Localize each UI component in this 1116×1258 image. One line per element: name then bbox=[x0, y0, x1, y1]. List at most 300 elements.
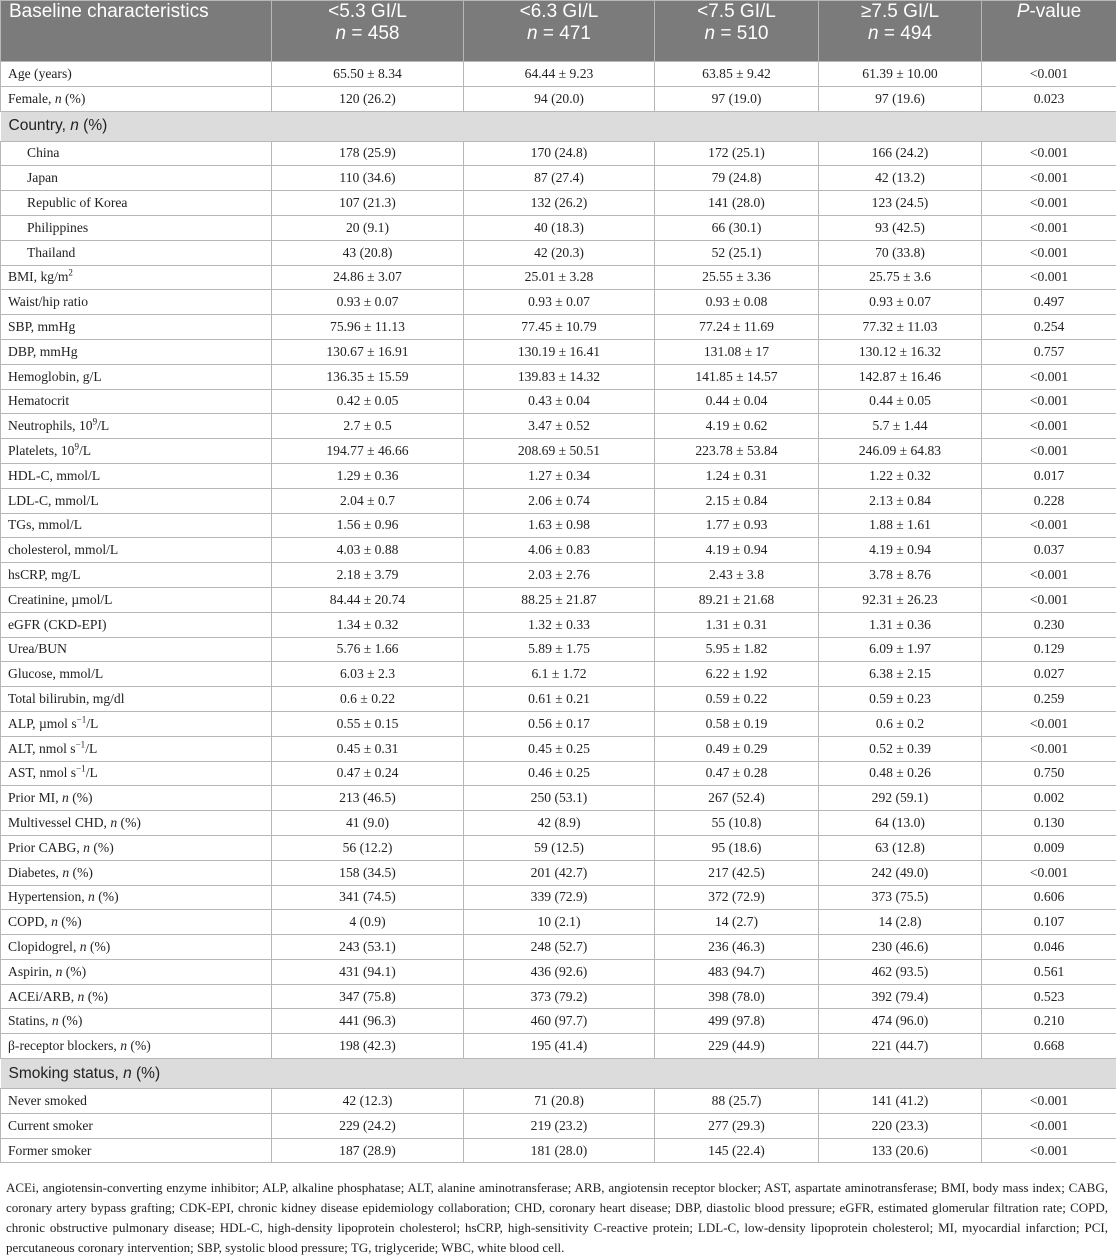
value-cell: 14 (2.7) bbox=[655, 910, 819, 935]
row-label: Philippines bbox=[1, 215, 272, 240]
value-cell: 243 (53.1) bbox=[272, 935, 464, 960]
table-row bbox=[1, 191, 1116, 216]
value-cell: 0.44 ± 0.05 bbox=[819, 389, 982, 414]
value-cell: 6.03 ± 2.3 bbox=[272, 662, 464, 687]
row-label: Diabetes, n (%) bbox=[1, 860, 272, 885]
value-cell: 1.27 ± 0.34 bbox=[464, 463, 655, 488]
value-cell: 1.31 ± 0.31 bbox=[655, 612, 819, 637]
value-cell: 1.29 ± 0.36 bbox=[272, 463, 464, 488]
value-cell: 201 (42.7) bbox=[464, 860, 655, 885]
table-row bbox=[1, 364, 1116, 389]
p-value-cell: <0.001 bbox=[982, 711, 1116, 736]
row-label: HDL-C, mmol/L bbox=[1, 463, 272, 488]
p-value-cell: 0.046 bbox=[982, 935, 1116, 960]
value-cell: 2.18 ± 3.79 bbox=[272, 563, 464, 588]
value-cell: 1.56 ± 0.96 bbox=[272, 513, 464, 538]
value-cell: 2.43 ± 3.8 bbox=[655, 563, 819, 588]
value-cell: 0.58 ± 0.19 bbox=[655, 711, 819, 736]
value-cell: 0.93 ± 0.07 bbox=[464, 290, 655, 315]
row-label: ALT, nmol $s^{-1}/L$ bbox=[1, 736, 272, 761]
value-cell: 4.06 ± 0.83 bbox=[464, 538, 655, 563]
value-cell: 130.19 ± 16.41 bbox=[464, 339, 655, 364]
value-cell: 0.93 ± 0.07 bbox=[272, 290, 464, 315]
p-value-cell: 0.129 bbox=[982, 637, 1116, 662]
value-cell: 172 (25.1) bbox=[655, 141, 819, 166]
value-cell: 40 (18.3) bbox=[464, 215, 655, 240]
row-label: hsCRP, mg/L bbox=[1, 563, 272, 588]
value-cell: 1.34 ± 0.32 bbox=[272, 612, 464, 637]
table-row bbox=[1, 339, 1116, 364]
row-label: AST, nmol $s^{-1}/L$ bbox=[1, 761, 272, 786]
row-label: COPD, n (%) bbox=[1, 910, 272, 935]
table-row bbox=[1, 1034, 1116, 1059]
value-cell: 14 (2.8) bbox=[819, 910, 982, 935]
value-cell: 373 (79.2) bbox=[464, 984, 655, 1009]
value-cell: 42 (12.3) bbox=[272, 1089, 464, 1114]
value-cell: 10 (2.1) bbox=[464, 910, 655, 935]
value-cell: 1.24 ± 0.31 bbox=[655, 463, 819, 488]
value-cell: 0.44 ± 0.04 bbox=[655, 389, 819, 414]
value-cell: 166 (24.2) bbox=[819, 141, 982, 166]
table-row bbox=[1, 587, 1116, 612]
value-cell: 181 (28.0) bbox=[464, 1138, 655, 1163]
table-row bbox=[1, 1009, 1116, 1034]
value-cell: 64 (13.0) bbox=[819, 811, 982, 836]
row-label: Thailand bbox=[1, 240, 272, 265]
row-label: Clopidogrel, n (%) bbox=[1, 935, 272, 960]
section-label: Country, n (%) bbox=[1, 111, 1116, 141]
value-cell: 25.01 ± 3.28 bbox=[464, 265, 655, 290]
row-label: Glucose, mmol/L bbox=[1, 662, 272, 687]
value-cell: 133 (20.6) bbox=[819, 1138, 982, 1163]
value-cell: 1.22 ± 0.32 bbox=[819, 463, 982, 488]
table-row bbox=[1, 860, 1116, 885]
value-cell: 0.42 ± 0.05 bbox=[272, 389, 464, 414]
row-label: TGs, mmol/L bbox=[1, 513, 272, 538]
value-cell: 94 (20.0) bbox=[464, 86, 655, 111]
value-cell: 88.25 ± 21.87 bbox=[464, 587, 655, 612]
p-value-cell: 0.027 bbox=[982, 662, 1116, 687]
p-value-cell: <0.001 bbox=[982, 389, 1116, 414]
value-cell: 77.24 ± 11.69 bbox=[655, 315, 819, 340]
table-row bbox=[1, 637, 1116, 662]
row-label: Female, n (%) bbox=[1, 86, 272, 111]
value-cell: 6.1 ± 1.72 bbox=[464, 662, 655, 687]
value-cell: 0.47 ± 0.28 bbox=[655, 761, 819, 786]
table-row bbox=[1, 463, 1116, 488]
value-cell: 431 (94.1) bbox=[272, 959, 464, 984]
value-cell: 131.08 ± 17 bbox=[655, 339, 819, 364]
value-cell: 130.67 ± 16.91 bbox=[272, 339, 464, 364]
value-cell: 97 (19.0) bbox=[655, 86, 819, 111]
table-row bbox=[1, 141, 1116, 166]
row-label: eGFR (CKD-EPI) bbox=[1, 612, 272, 637]
table-row bbox=[1, 389, 1116, 414]
row-label: Platelets, $10^9/L$ bbox=[1, 439, 272, 464]
header-group-lt-5-3: <5.3 GI/L n = 458 bbox=[272, 1, 464, 62]
value-cell: 462 (93.5) bbox=[819, 959, 982, 984]
value-cell: 0.52 ± 0.39 bbox=[819, 736, 982, 761]
p-value-cell: <0.001 bbox=[982, 736, 1116, 761]
table-row bbox=[1, 538, 1116, 563]
p-value-cell: 0.017 bbox=[982, 463, 1116, 488]
value-cell: 52 (25.1) bbox=[655, 240, 819, 265]
value-cell: 0.6 ± 0.22 bbox=[272, 687, 464, 712]
value-cell: 0.49 ± 0.29 bbox=[655, 736, 819, 761]
table-row bbox=[1, 290, 1116, 315]
value-cell: 63 (12.8) bbox=[819, 835, 982, 860]
value-cell: 0.56 ± 0.17 bbox=[464, 711, 655, 736]
row-label: Age (years) bbox=[1, 62, 272, 87]
row-label: Statins, n (%) bbox=[1, 1009, 272, 1034]
p-value-cell: 0.009 bbox=[982, 835, 1116, 860]
p-value-cell: 0.561 bbox=[982, 959, 1116, 984]
value-cell: 221 (44.7) bbox=[819, 1034, 982, 1059]
value-cell: 250 (53.1) bbox=[464, 786, 655, 811]
p-value-cell: 0.023 bbox=[982, 86, 1116, 111]
value-cell: 0.45 ± 0.25 bbox=[464, 736, 655, 761]
value-cell: 43 (20.8) bbox=[272, 240, 464, 265]
value-cell: 75.96 ± 11.13 bbox=[272, 315, 464, 340]
value-cell: 195 (41.4) bbox=[464, 1034, 655, 1059]
p-value-cell: 0.037 bbox=[982, 538, 1116, 563]
value-cell: 141 (41.2) bbox=[819, 1089, 982, 1114]
value-cell: 89.21 ± 21.68 bbox=[655, 587, 819, 612]
value-cell: 145 (22.4) bbox=[655, 1138, 819, 1163]
value-cell: 97 (19.6) bbox=[819, 86, 982, 111]
table-row bbox=[1, 62, 1116, 87]
row-label: Current smoker bbox=[1, 1113, 272, 1138]
value-cell: 229 (24.2) bbox=[272, 1113, 464, 1138]
table-row bbox=[1, 166, 1116, 191]
p-value-cell: <0.001 bbox=[982, 62, 1116, 87]
value-cell: 20 (9.1) bbox=[272, 215, 464, 240]
value-cell: 5.76 ± 1.66 bbox=[272, 637, 464, 662]
value-cell: 88 (25.7) bbox=[655, 1089, 819, 1114]
header-group-lt-6-3: <6.3 GI/L n = 471 bbox=[464, 1, 655, 62]
value-cell: 170 (24.8) bbox=[464, 141, 655, 166]
value-cell: 0.47 ± 0.24 bbox=[272, 761, 464, 786]
section-header-row bbox=[1, 111, 1116, 141]
value-cell: 65.50 ± 8.34 bbox=[272, 62, 464, 87]
value-cell: 187 (28.9) bbox=[272, 1138, 464, 1163]
table-row bbox=[1, 786, 1116, 811]
value-cell: 220 (23.3) bbox=[819, 1113, 982, 1138]
table-row bbox=[1, 215, 1116, 240]
value-cell: 0.59 ± 0.23 bbox=[819, 687, 982, 712]
p-value-cell: 0.750 bbox=[982, 761, 1116, 786]
p-value-cell: 0.002 bbox=[982, 786, 1116, 811]
value-cell: 4.19 ± 0.94 bbox=[655, 538, 819, 563]
p-value-cell: <0.001 bbox=[982, 1138, 1116, 1163]
value-cell: 339 (72.9) bbox=[464, 885, 655, 910]
value-cell: 229 (44.9) bbox=[655, 1034, 819, 1059]
value-cell: 55 (10.8) bbox=[655, 811, 819, 836]
value-cell: 230 (46.6) bbox=[819, 935, 982, 960]
p-value-cell: <0.001 bbox=[982, 513, 1116, 538]
value-cell: 2.03 ± 2.76 bbox=[464, 563, 655, 588]
table-body bbox=[1, 62, 1116, 1163]
value-cell: 373 (75.5) bbox=[819, 885, 982, 910]
table-row bbox=[1, 265, 1116, 290]
value-cell: 483 (94.7) bbox=[655, 959, 819, 984]
value-cell: 1.63 ± 0.98 bbox=[464, 513, 655, 538]
row-label: cholesterol, mmol/L bbox=[1, 538, 272, 563]
value-cell: 93 (42.5) bbox=[819, 215, 982, 240]
p-value-cell: 0.523 bbox=[982, 984, 1116, 1009]
value-cell: 441 (96.3) bbox=[272, 1009, 464, 1034]
value-cell: 2.7 ± 0.5 bbox=[272, 414, 464, 439]
value-cell: 0.46 ± 0.25 bbox=[464, 761, 655, 786]
header-row bbox=[1, 1, 1116, 62]
header-p-value: P-value bbox=[982, 1, 1116, 62]
value-cell: 136.35 ± 15.59 bbox=[272, 364, 464, 389]
value-cell: 4 (0.9) bbox=[272, 910, 464, 935]
row-label: Waist/hip ratio bbox=[1, 290, 272, 315]
p-value-cell: 0.230 bbox=[982, 612, 1116, 637]
value-cell: 236 (46.3) bbox=[655, 935, 819, 960]
row-label: Former smoker bbox=[1, 1138, 272, 1163]
p-value-cell: <0.001 bbox=[982, 141, 1116, 166]
value-cell: 158 (34.5) bbox=[272, 860, 464, 885]
value-cell: 194.77 ± 46.66 bbox=[272, 439, 464, 464]
value-cell: 436 (92.6) bbox=[464, 959, 655, 984]
row-label: Total bilirubin, mg/dl bbox=[1, 687, 272, 712]
p-value-cell: <0.001 bbox=[982, 191, 1116, 216]
p-value-cell: <0.001 bbox=[982, 166, 1116, 191]
row-label: Republic of Korea bbox=[1, 191, 272, 216]
row-label: ALP, µmol $s^{-1}/L$ bbox=[1, 711, 272, 736]
value-cell: 95 (18.6) bbox=[655, 835, 819, 860]
value-cell: 4.19 ± 0.94 bbox=[819, 538, 982, 563]
value-cell: 142.87 ± 16.46 bbox=[819, 364, 982, 389]
value-cell: 4.03 ± 0.88 bbox=[272, 538, 464, 563]
row-label: Aspirin, n (%) bbox=[1, 959, 272, 984]
value-cell: 267 (52.4) bbox=[655, 786, 819, 811]
value-cell: 63.85 ± 9.42 bbox=[655, 62, 819, 87]
value-cell: 217 (42.5) bbox=[655, 860, 819, 885]
p-value-cell: <0.001 bbox=[982, 439, 1116, 464]
p-value-cell: <0.001 bbox=[982, 414, 1116, 439]
value-cell: 77.32 ± 11.03 bbox=[819, 315, 982, 340]
value-cell: 248 (52.7) bbox=[464, 935, 655, 960]
table-row bbox=[1, 959, 1116, 984]
value-cell: 110 (34.6) bbox=[272, 166, 464, 191]
table-row bbox=[1, 885, 1116, 910]
value-cell: 64.44 ± 9.23 bbox=[464, 62, 655, 87]
p-value-cell: 0.259 bbox=[982, 687, 1116, 712]
table-row bbox=[1, 811, 1116, 836]
value-cell: 87 (27.4) bbox=[464, 166, 655, 191]
section-label: Smoking status, n (%) bbox=[1, 1059, 1116, 1089]
value-cell: 0.6 ± 0.2 bbox=[819, 711, 982, 736]
value-cell: 0.45 ± 0.31 bbox=[272, 736, 464, 761]
p-value-cell: 0.130 bbox=[982, 811, 1116, 836]
value-cell: 24.86 ± 3.07 bbox=[272, 265, 464, 290]
p-value-cell: <0.001 bbox=[982, 265, 1116, 290]
row-label: Never smoked bbox=[1, 1089, 272, 1114]
value-cell: 92.31 ± 26.23 bbox=[819, 587, 982, 612]
row-label: Multivessel CHD, n (%) bbox=[1, 811, 272, 836]
value-cell: 41 (9.0) bbox=[272, 811, 464, 836]
row-label: Prior MI, n (%) bbox=[1, 786, 272, 811]
table-row bbox=[1, 439, 1116, 464]
value-cell: 2.06 ± 0.74 bbox=[464, 488, 655, 513]
row-label: Hemoglobin, g/L bbox=[1, 364, 272, 389]
table-row bbox=[1, 563, 1116, 588]
value-cell: 4.19 ± 0.62 bbox=[655, 414, 819, 439]
table-row bbox=[1, 488, 1116, 513]
row-label: Neutrophils, $10^9/L$ bbox=[1, 414, 272, 439]
value-cell: 25.55 ± 3.36 bbox=[655, 265, 819, 290]
table-row bbox=[1, 86, 1116, 111]
value-cell: 392 (79.4) bbox=[819, 984, 982, 1009]
value-cell: 246.09 ± 64.83 bbox=[819, 439, 982, 464]
table-row bbox=[1, 910, 1116, 935]
p-value-cell: 0.497 bbox=[982, 290, 1116, 315]
value-cell: 341 (74.5) bbox=[272, 885, 464, 910]
value-cell: 66 (30.1) bbox=[655, 215, 819, 240]
value-cell: 59 (12.5) bbox=[464, 835, 655, 860]
table-row bbox=[1, 736, 1116, 761]
p-value-cell: <0.001 bbox=[982, 1089, 1116, 1114]
value-cell: 3.47 ± 0.52 bbox=[464, 414, 655, 439]
value-cell: 2.15 ± 0.84 bbox=[655, 488, 819, 513]
p-value-cell: 0.228 bbox=[982, 488, 1116, 513]
p-value-cell: 0.210 bbox=[982, 1009, 1116, 1034]
value-cell: 213 (46.5) bbox=[272, 786, 464, 811]
table-row bbox=[1, 1113, 1116, 1138]
row-label: Urea/BUN bbox=[1, 637, 272, 662]
value-cell: 42 (20.3) bbox=[464, 240, 655, 265]
table-row bbox=[1, 513, 1116, 538]
p-value-cell: 0.606 bbox=[982, 885, 1116, 910]
value-cell: 61.39 ± 10.00 bbox=[819, 62, 982, 87]
value-cell: 6.38 ± 2.15 bbox=[819, 662, 982, 687]
value-cell: 5.7 ± 1.44 bbox=[819, 414, 982, 439]
p-value-cell: <0.001 bbox=[982, 215, 1116, 240]
value-cell: 42 (13.2) bbox=[819, 166, 982, 191]
table-row bbox=[1, 687, 1116, 712]
value-cell: 123 (24.5) bbox=[819, 191, 982, 216]
value-cell: 141 (28.0) bbox=[655, 191, 819, 216]
row-label: SBP, mmHg bbox=[1, 315, 272, 340]
value-cell: 71 (20.8) bbox=[464, 1089, 655, 1114]
table-row bbox=[1, 984, 1116, 1009]
row-label: Hematocrit bbox=[1, 389, 272, 414]
p-value-cell: <0.001 bbox=[982, 860, 1116, 885]
value-cell: 1.88 ± 1.61 bbox=[819, 513, 982, 538]
value-cell: 0.61 ± 0.21 bbox=[464, 687, 655, 712]
row-label: Hypertension, n (%) bbox=[1, 885, 272, 910]
value-cell: 2.13 ± 0.84 bbox=[819, 488, 982, 513]
p-value-cell: 0.107 bbox=[982, 910, 1116, 935]
value-cell: 107 (21.3) bbox=[272, 191, 464, 216]
table-row bbox=[1, 1138, 1116, 1163]
table-row bbox=[1, 414, 1116, 439]
row-label: Prior CABG, n (%) bbox=[1, 835, 272, 860]
value-cell: 0.48 ± 0.26 bbox=[819, 761, 982, 786]
value-cell: 347 (75.8) bbox=[272, 984, 464, 1009]
table-row bbox=[1, 1089, 1116, 1114]
row-label: Japan bbox=[1, 166, 272, 191]
value-cell: 1.77 ± 0.93 bbox=[655, 513, 819, 538]
value-cell: 198 (42.3) bbox=[272, 1034, 464, 1059]
p-value-cell: 0.254 bbox=[982, 315, 1116, 340]
header-group-ge-7-5: ≥7.5 GI/L n = 494 bbox=[819, 1, 982, 62]
table-row bbox=[1, 761, 1116, 786]
row-label: LDL-C, mmol/L bbox=[1, 488, 272, 513]
section-header-row bbox=[1, 1059, 1116, 1089]
value-cell: 0.93 ± 0.07 bbox=[819, 290, 982, 315]
table-footnote: ACEi, angiotensin-converting enzyme inhibitor; ALP, alkaline phosphatase; ALT, alanine aminotransferase; ARB, angiotensin receptor blocker; AST, aspartate aminotransferase; BMI, body mass index; CABG, coronary artery bypass grafting; CDK-EPI, chronic kidney disease epidemiology collaboration; CHD, coronary heart disease; DBP, diastolic blood pressure; eGFR, estimated glomerular filtration rate; COPD, chronic obstructive pulmonary disease; HDL-C, high-density lipoprotein cholesterol; hsCRP, high-sensitivity C-reactive protein; LDL-C, low-density lipoprotein cholesterol; MI, myocardial infarction; PCI, percutaneous coronary intervention; SBP, systolic blood pressure; TG, triglyceride; WBC, white blood cell. bbox=[6, 1180, 1108, 1255]
value-cell: 6.09 ± 1.97 bbox=[819, 637, 982, 662]
p-value-cell: 0.757 bbox=[982, 339, 1116, 364]
value-cell: 460 (97.7) bbox=[464, 1009, 655, 1034]
value-cell: 292 (59.1) bbox=[819, 786, 982, 811]
table-row bbox=[1, 835, 1116, 860]
value-cell: 219 (23.2) bbox=[464, 1113, 655, 1138]
value-cell: 1.32 ± 0.33 bbox=[464, 612, 655, 637]
value-cell: 223.78 ± 53.84 bbox=[655, 439, 819, 464]
value-cell: 499 (97.8) bbox=[655, 1009, 819, 1034]
table-row bbox=[1, 662, 1116, 687]
value-cell: 3.78 ± 8.76 bbox=[819, 563, 982, 588]
value-cell: 398 (78.0) bbox=[655, 984, 819, 1009]
value-cell: 141.85 ± 14.57 bbox=[655, 364, 819, 389]
value-cell: 178 (25.9) bbox=[272, 141, 464, 166]
value-cell: 25.75 ± 3.6 bbox=[819, 265, 982, 290]
value-cell: 277 (29.3) bbox=[655, 1113, 819, 1138]
p-value-cell: <0.001 bbox=[982, 587, 1116, 612]
row-label: Creatinine, µmol/L bbox=[1, 587, 272, 612]
table-row bbox=[1, 711, 1116, 736]
value-cell: 474 (96.0) bbox=[819, 1009, 982, 1034]
value-cell: 6.22 ± 1.92 bbox=[655, 662, 819, 687]
value-cell: 0.59 ± 0.22 bbox=[655, 687, 819, 712]
table-row bbox=[1, 240, 1116, 265]
value-cell: 120 (26.2) bbox=[272, 86, 464, 111]
value-cell: 1.31 ± 0.36 bbox=[819, 612, 982, 637]
header-baseline-characteristics: Baseline characteristics bbox=[1, 1, 272, 62]
table-row bbox=[1, 612, 1116, 637]
row-label: BMI, $kg/m^2$ bbox=[1, 265, 272, 290]
value-cell: 42 (8.9) bbox=[464, 811, 655, 836]
value-cell: 56 (12.2) bbox=[272, 835, 464, 860]
value-cell: 2.04 ± 0.7 bbox=[272, 488, 464, 513]
value-cell: 5.95 ± 1.82 bbox=[655, 637, 819, 662]
value-cell: 0.43 ± 0.04 bbox=[464, 389, 655, 414]
row-label: ACEi/ARB, n (%) bbox=[1, 984, 272, 1009]
value-cell: 79 (24.8) bbox=[655, 166, 819, 191]
value-cell: 372 (72.9) bbox=[655, 885, 819, 910]
value-cell: 77.45 ± 10.79 bbox=[464, 315, 655, 340]
table-row bbox=[1, 935, 1116, 960]
p-value-cell: <0.001 bbox=[982, 563, 1116, 588]
value-cell: 84.44 ± 20.74 bbox=[272, 587, 464, 612]
header-group-lt-7-5: <7.5 GI/L n = 510 bbox=[655, 1, 819, 62]
value-cell: 70 (33.8) bbox=[819, 240, 982, 265]
p-value-cell: 0.668 bbox=[982, 1034, 1116, 1059]
p-value-cell: <0.001 bbox=[982, 364, 1116, 389]
value-cell: 208.69 ± 50.51 bbox=[464, 439, 655, 464]
value-cell: 139.83 ± 14.32 bbox=[464, 364, 655, 389]
value-cell: 130.12 ± 16.32 bbox=[819, 339, 982, 364]
value-cell: 132 (26.2) bbox=[464, 191, 655, 216]
row-label: β-receptor blockers, n (%) bbox=[1, 1034, 272, 1059]
row-label: China bbox=[1, 141, 272, 166]
value-cell: 0.55 ± 0.15 bbox=[272, 711, 464, 736]
